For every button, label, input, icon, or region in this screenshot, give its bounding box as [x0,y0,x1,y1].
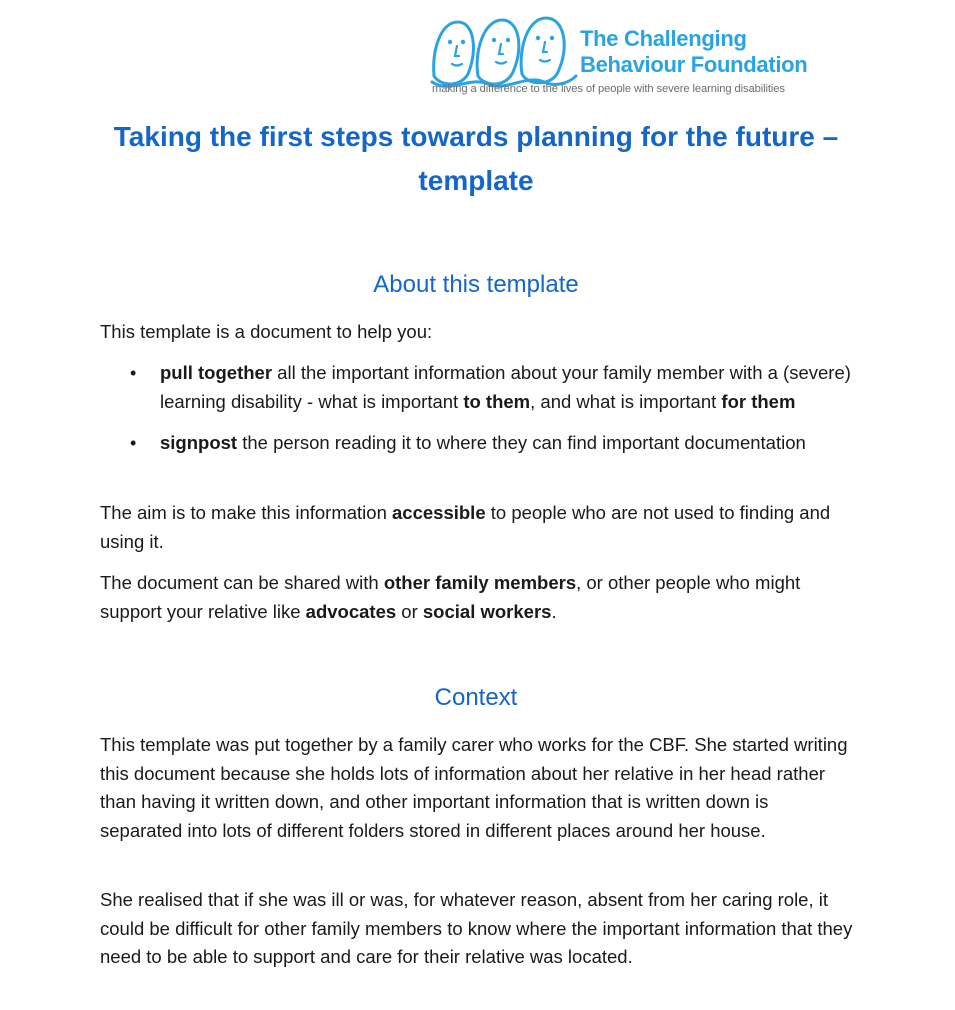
page-title: Taking the first steps towards planning for the future – template [113,121,839,196]
shared-bold2: advocates [305,600,397,622]
bullet1-text2: , and what is important [530,390,722,412]
bullet2-text1: the person reading it to where they can find important documentation [237,432,806,453]
context-paragraph-2: She realised that if she was ill or was, for whatever reason, absent from her caring role, it could be difficult for other family members to know where the important information that they need to be able to support and care for their relative was located. [100,889,853,967]
aim-paragraph [100,499,855,556]
list-item [100,359,855,416]
list-item [100,429,855,458]
shared-text2: , or other people who might support your relative like [100,572,801,622]
aim-bold1: accessible [392,502,486,523]
bullet1-bold1: pull together [160,362,273,383]
shared-bold3: social workers [422,600,552,622]
about-intro: This template is a document to help you: [100,321,433,342]
organisation-name-line1: The Challenging [580,26,747,51]
organisation-name-line2: Behaviour Foundation [580,52,808,77]
shared-text3: or [396,600,423,622]
bullet1-text1: all the important information about your family member with a (severe) learning disability - what is important [160,362,851,412]
context-paragraph-1: This template was put together by a family carer who works for the CBF. She started writing this document because she holds lots of information about her relative in her head rather than having it written down, and other important information that is written down is separated into lots of different folders stored in different places around her house. [100,734,848,841]
bullet2-bold1: signpost [160,432,238,453]
aim-text2: to people who are not used to finding and using it. [100,502,831,552]
aim-text1: The aim is to make this information [100,502,392,523]
context-heading: Context [434,684,518,711]
about-bullet-list [100,359,855,471]
organisation-name [580,26,840,78]
shared-text1: The document can be shared with [100,572,384,593]
organisation-tagline: making a difference to the lives of people with severe learning disabilities [432,83,785,95]
shared-paragraph [100,569,855,626]
bullet-icon: • [130,363,137,383]
shared-bold1: other family members [383,572,577,593]
cbf-logo [430,16,840,100]
about-heading: About this template [373,271,579,298]
bullet1-bold3: for them [721,390,796,412]
shared-text4: . [551,600,557,622]
bullet-icon: • [130,433,137,453]
bullet1-bold2: to them [463,390,531,412]
